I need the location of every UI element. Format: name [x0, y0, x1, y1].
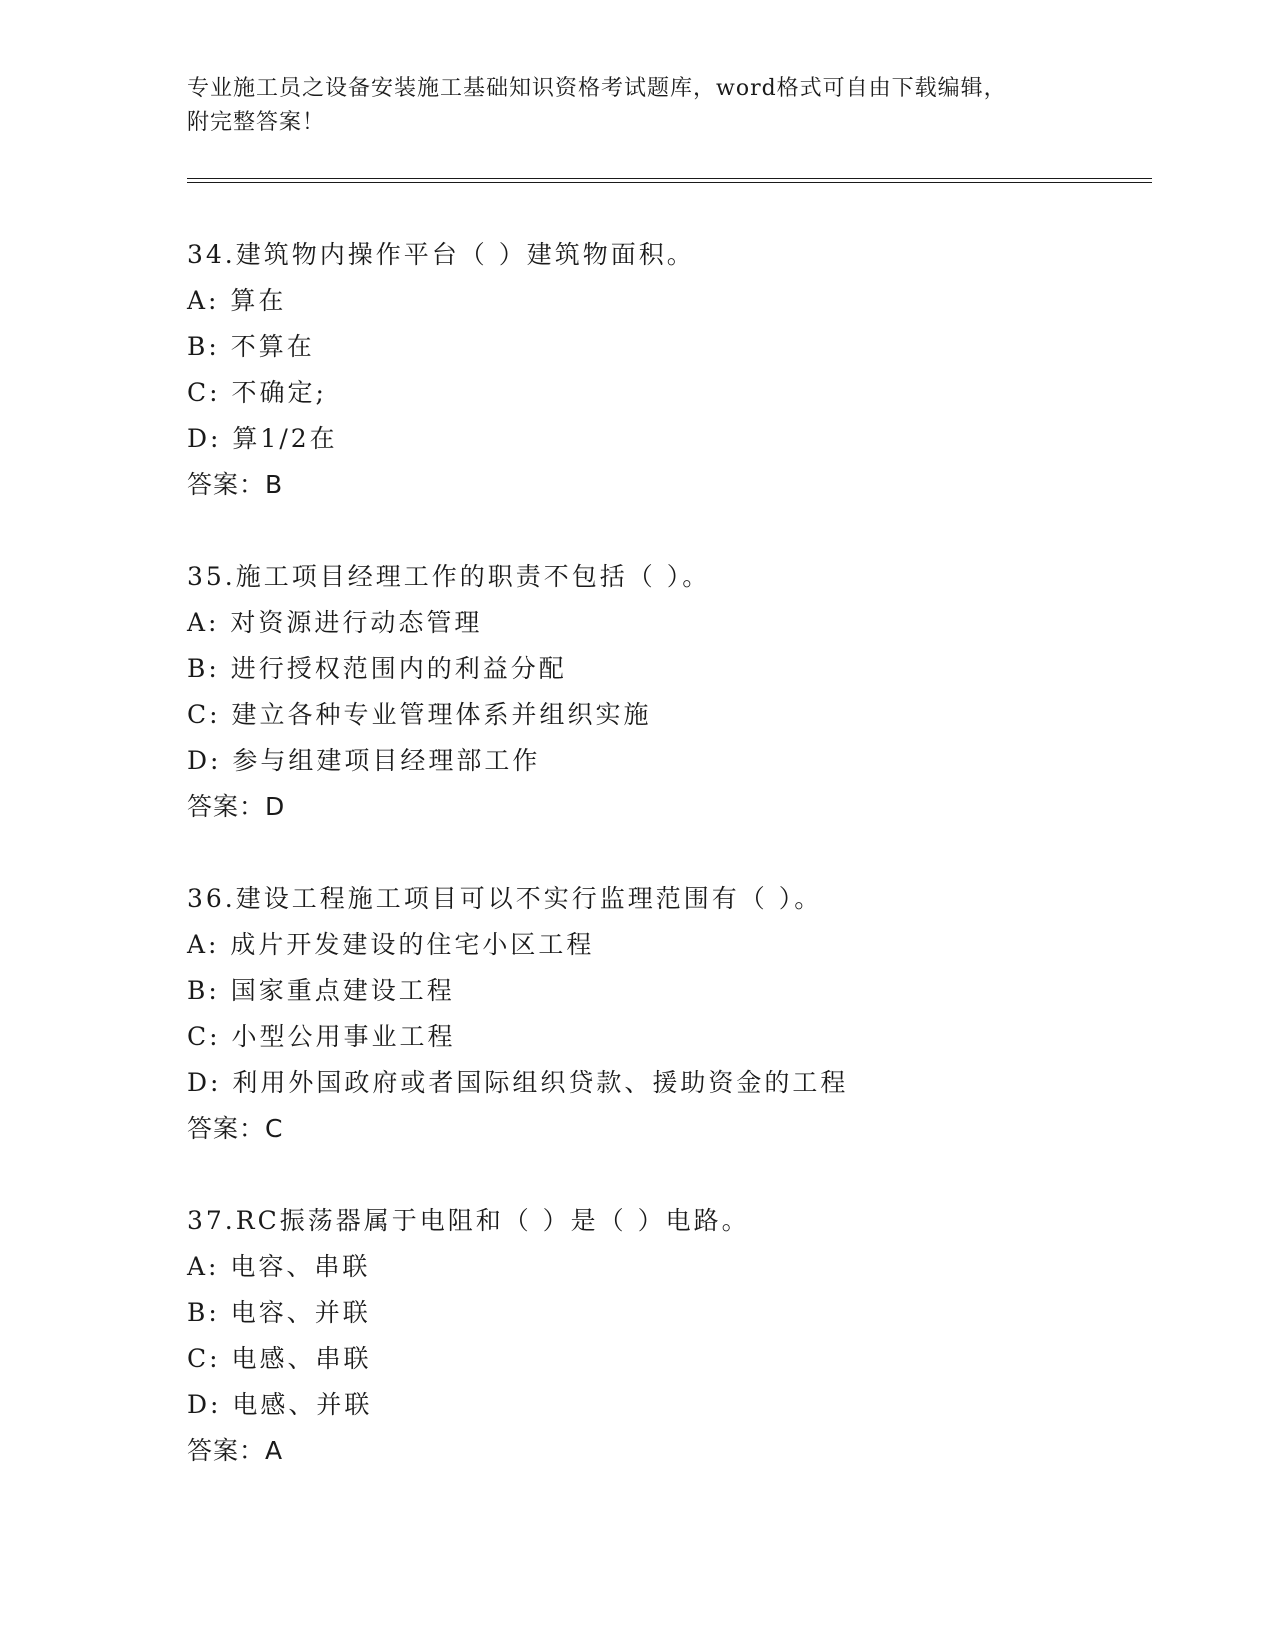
answer-line — [187, 784, 1147, 830]
answer-value: A — [265, 1436, 284, 1465]
option-a: A: 成片开发建设的住宅小区工程 — [187, 930, 595, 959]
question-title: 36.建设工程施工项目可以不实行监理范围有（ ）。 — [187, 884, 823, 913]
option-d: D: 电感、并联 — [187, 1390, 373, 1419]
answer-line — [187, 462, 1147, 508]
option-d: D: 利用外国政府或者国际组织贷款、援助资金的工程 — [187, 1068, 849, 1097]
option-b: B: 电容、并联 — [187, 1298, 371, 1327]
option-c: C: 电感、串联 — [187, 1344, 372, 1373]
header-line-2: 附完整答案！ — [187, 110, 326, 135]
option-c: C: 不确定; — [187, 378, 327, 407]
answer-line — [187, 1428, 1147, 1474]
document-header — [187, 72, 1087, 140]
option-c: C: 小型公用事业工程 — [187, 1022, 456, 1051]
question-list — [187, 232, 1147, 1474]
answer-value: B — [265, 470, 284, 499]
answer-label: 答案： — [187, 792, 266, 821]
header-line-1: 专业施工员之设备安装施工基础知识资格考试题库，word格式可自由下载编辑， — [187, 76, 1007, 101]
question-title: 37.RC振荡器属于电阻和（ ）是（ ）电路。 — [187, 1206, 750, 1235]
question-37 — [187, 1198, 1147, 1474]
option-d: D: 参与组建项目经理部工作 — [187, 746, 541, 775]
question-title: 34.建筑物内操作平台（ ）建筑物面积。 — [187, 240, 695, 269]
option-b: B: 国家重点建设工程 — [187, 976, 455, 1005]
option-a: A: 对资源进行动态管理 — [187, 608, 483, 637]
option-a: A: 电容、串联 — [187, 1252, 371, 1281]
question-34 — [187, 232, 1147, 508]
question-35 — [187, 554, 1147, 830]
question-title: 35.施工项目经理工作的职责不包括（ ）。 — [187, 562, 711, 591]
answer-value: D — [265, 792, 286, 821]
question-36 — [187, 876, 1147, 1152]
answer-line — [187, 1106, 1147, 1152]
option-d: D: 算1/2在 — [187, 424, 338, 453]
option-c: C: 建立各种专业管理体系并组织实施 — [187, 700, 652, 729]
option-b: B: 不算在 — [187, 332, 315, 361]
answer-label: 答案： — [187, 1114, 266, 1143]
answer-value: C — [265, 1114, 284, 1143]
header-divider-bottom — [187, 182, 1152, 183]
header-divider-top — [187, 178, 1152, 179]
answer-label: 答案： — [187, 470, 266, 499]
option-b: B: 进行授权范围内的利益分配 — [187, 654, 567, 683]
answer-label: 答案： — [187, 1436, 266, 1465]
option-a: A: 算在 — [187, 286, 287, 315]
